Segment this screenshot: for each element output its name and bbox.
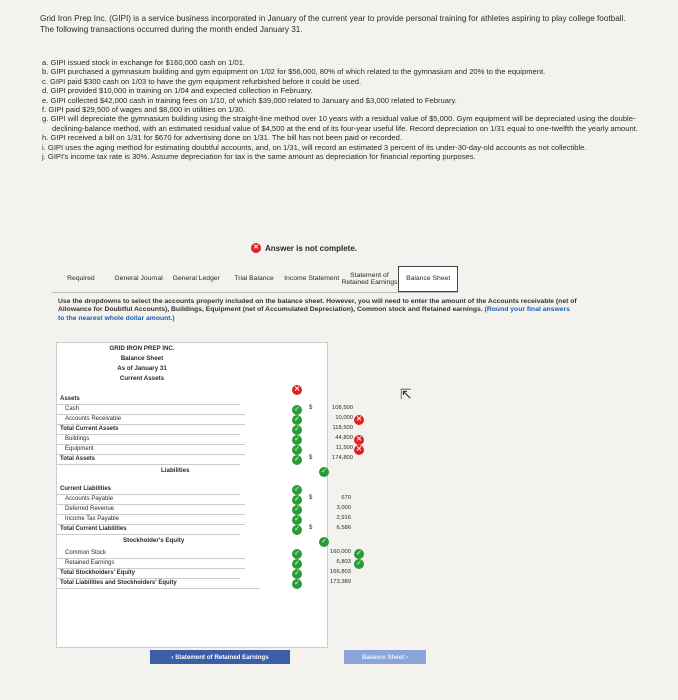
check-icon: ✓	[292, 445, 302, 455]
check-icon: ✓	[292, 415, 302, 425]
tab-required[interactable]: Required	[67, 275, 95, 283]
table-row[interactable]: Accounts Receivable	[57, 415, 245, 425]
table-row[interactable]: Total Assets	[57, 455, 240, 465]
list-item: d. GIPI provided $10,000 in training on 1/04 and expected collection in February.	[42, 86, 313, 96]
table-row[interactable]: Retained Earnings	[57, 559, 245, 569]
list-item: h. GIPI received a bill on 1/31 for $670 for advertising done on 1/31. The bill has not been paid or recorded.	[42, 133, 402, 143]
prev-button[interactable]: ‹ Statement of Retained Earnings	[150, 650, 290, 664]
check-icon: ✓	[292, 435, 302, 445]
table-row[interactable]: Total Current Liabilities	[57, 525, 240, 535]
check-icon: ✓	[319, 467, 329, 477]
list-item: b. GIPI purchased a gymnasium building and gym equipment on 1/02 for $56,000, 80% of which related to the gymnasium and 20% to the equipment.	[42, 67, 546, 77]
tab-income-statement[interactable]: Income Statement	[284, 275, 340, 283]
company-name: GRID IRON PREP INC.	[109, 345, 175, 352]
sheet-date: As of January 31	[117, 365, 167, 372]
table-row[interactable]: Common Stock	[57, 549, 245, 559]
check-icon: ✓	[292, 505, 302, 515]
list-item: c. GIPI paid $300 cash on 1/03 to have the gym equipment refurbished before it could be used.	[42, 76, 362, 86]
check-icon: ✓	[292, 455, 302, 465]
list-item: a. GIPI issued stock in exchange for $160,000 cash on 1/01.	[42, 58, 246, 67]
row-status	[292, 385, 302, 395]
error-icon: ✕	[354, 435, 364, 445]
list-item: f. GIPI paid $29,500 of wages and $8,000 in utilities on 1/30.	[42, 105, 246, 115]
cursor-icon: ⇱	[400, 386, 412, 402]
tab-general-journal[interactable]: General Journal	[114, 275, 163, 283]
tab-retained-earnings[interactable]: Statement of Retained Earnings	[341, 271, 398, 286]
instructions: Use the dropdowns to select the accounts properly included on the balance sheet. However, you will need to enter the amount of the Accounts receivable (net of Allowance for Doubtful Accounts), Buildings, Equipment (net of Accumulated Depreciation), Common stock and Retained earnings. (Round your final answers to the nearest whole dollar amount.)	[58, 298, 577, 322]
problem-intro: Grid Iron Prep Inc. (GIPI) is a service business incorporated in January of the current year to provide personal training for athletes aspiring to play college football. The following transactions occurred during the month ended January 31.	[40, 14, 626, 34]
table-row[interactable]: Total Current Assets	[57, 425, 240, 435]
error-icon: ✕	[251, 243, 261, 253]
assets-label: Assets	[57, 395, 240, 405]
table-row[interactable]: Equipment	[57, 445, 245, 455]
transaction-list	[42, 58, 642, 161]
tab-balance-sheet[interactable]: Balance Sheet	[398, 266, 458, 292]
check-icon: ✓	[292, 425, 302, 435]
check-icon: ✓	[292, 569, 302, 579]
check-icon: ✓	[292, 485, 302, 495]
check-icon: ✓	[292, 495, 302, 505]
list-item: e. GIPI collected $42,000 cash in training fees on 1/10, of which $39,000 related to January and $3,000 related to February.	[42, 95, 457, 105]
table-row[interactable]: Buildings	[57, 435, 245, 445]
section-equity: Stockholder's Equity	[123, 537, 185, 544]
next-button[interactable]: Balance Sheet ›	[344, 650, 426, 664]
check-icon: ✓	[354, 549, 364, 559]
tab-general-ledger[interactable]: General Ledger	[172, 275, 220, 283]
error-icon: ✕	[354, 445, 364, 455]
equipment-value[interactable]: 11,500	[335, 445, 353, 451]
check-icon: ✓	[292, 405, 302, 415]
error-icon: ✕	[354, 415, 364, 425]
table-row[interactable]: Cash	[57, 405, 245, 415]
check-icon: ✓	[292, 525, 302, 535]
check-icon: ✓	[292, 515, 302, 525]
balance-sheet-form: GRID IRON PREP INC. Balance Sheet As of January 31 Current Assets ✕ Assets Cash ✓ $ 108,500 Accounts Receivable ✓ 10,000 ✕ Total Current Assets ✓ 118,500 Buildings ✓ 44,800 ✕ Equipment ✓ 11,500 ✕ Total Assets ✓ $ 174,800 Liabilities ✓ Current Liabilities ✓ Accounts Payable ✓ $ 670 Deferred Revenue ✓ 3,000 Income Tax Payable ✓ 2,916 Total Current Liabilities ✓ $ 6,586 Stockholder's Equity ✓ Common Stock ✓ 160,000 ✓ Retained Earnings ✓ 6,803 ✓ Total Stockholders' Equity ✓ 166,803 Total Liabilities and Stockholders' Equity ✓ 173,389	[56, 342, 328, 648]
table-row[interactable]: Total Liabilities and Stockholders' Equity	[57, 579, 260, 589]
check-icon: ✓	[319, 537, 329, 547]
tab-trial-balance[interactable]: Trial Balance	[234, 275, 274, 283]
table-row[interactable]: Accounts Payable	[57, 495, 245, 505]
chevron-left-icon: ‹	[171, 653, 176, 661]
check-icon: ✓	[292, 559, 302, 569]
list-item: g. GIPI will depreciate the gymnasium building using the straight-line method over 10 years with a residual value of $5,000. Gym equipment will be depreciated using the double-declining-balance method, with an estimated residual value of $4,500 at the end of its four-year useful life. Record depreciation on 1/31 equal to one-twelfth the yearly amount.	[42, 114, 638, 133]
check-icon: ✓	[292, 549, 302, 559]
ar-value[interactable]: 10,000	[335, 415, 353, 421]
chevron-right-icon: ›	[404, 653, 409, 661]
cash-value[interactable]: 108,500	[332, 405, 353, 411]
answer-status: ✕ Answer is not complete.	[251, 243, 357, 253]
table-row[interactable]: Total Stockholders' Equity	[57, 569, 240, 579]
table-row[interactable]: Deferred Revenue	[57, 505, 245, 515]
buildings-value[interactable]: 44,800	[335, 435, 353, 441]
tab-bar	[52, 266, 458, 293]
section-current-assets: Current Assets	[119, 375, 165, 382]
check-icon: ✓	[354, 559, 364, 569]
table-row[interactable]: Income Tax Payable	[57, 515, 245, 525]
check-icon: ✓	[292, 579, 302, 589]
current-liabilities-label: Current Liabilities	[57, 485, 240, 495]
list-item: i. GIPI uses the aging method for estimating doubtful accounts, and, on 1/31, will record an estimated 3 percent of its under-30-day-old accounts as not collectible.	[42, 142, 587, 152]
list-item: j. GIPI's income tax rate is 30%. Assume depreciation for tax is the same amount as depreciation for financial reporting purposes.	[42, 152, 476, 162]
sheet-title: Balance Sheet	[120, 355, 164, 362]
section-liabilities: Liabilities	[161, 467, 190, 474]
error-icon: ✕	[292, 385, 302, 395]
